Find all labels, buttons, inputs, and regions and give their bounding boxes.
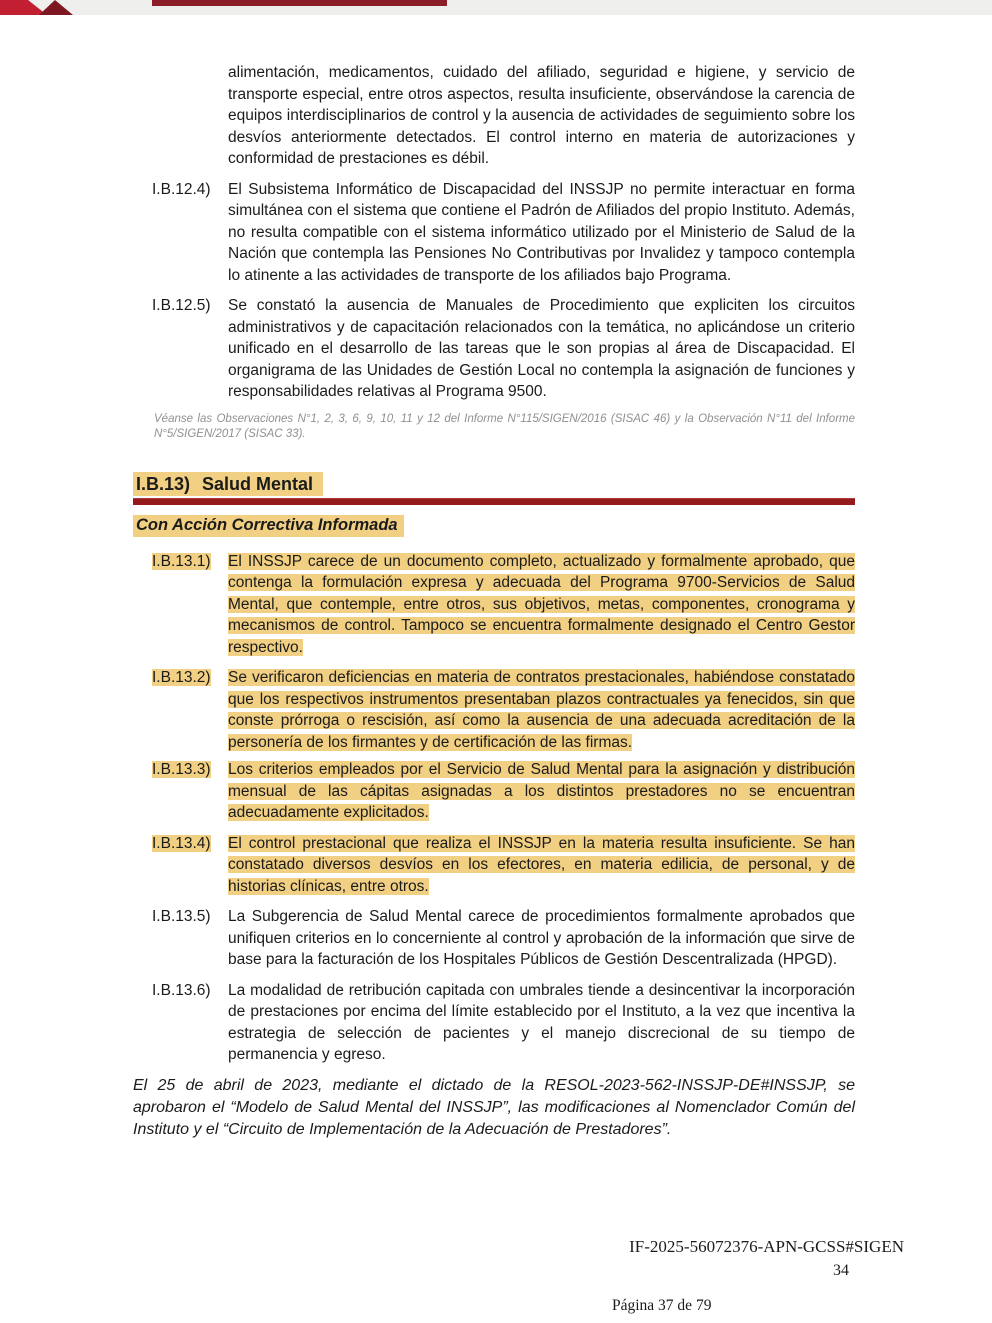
observation-label: I.B.13.5) [152,908,211,925]
observation-label: I.B.13.2) [152,669,211,686]
observation-ib-13-6 [152,980,855,1066]
section-title-text: Salud Mental [202,473,314,494]
if-record-code: IF-2025-56072376-APN-GCSS#SIGEN [629,1237,904,1256]
observation-text: Se constató la ausencia de Manuales de Procedimiento que expliciten los circuitos administrativos y de capacitación relacionados con la temática, no aplicándose un criterio unificado en el desarrollo de las tareas que le son propias al área de Discapacidad. El organigrama de las Unidades de Gestión Local no contempla la asignación de funciones y responsabilidades relativas al Programa 9500. [228,297,855,400]
paragraph-continuation: alimentación, medicamentos, cuidado del afiliado, seguridad e higiene, y servicio de transporte especial, entre otros aspectos, resulta insuficiente, observándose la carencia de equipos interdisciplinarios de control y la ausencia de actividades de seguimiento sobre los desvíos anteriormente detectados. El control interno en materia de autorizaciones y conformidad de prestaciones es débil. [228,64,855,167]
observation-ib-13-1 [152,551,855,659]
status-line [133,515,855,537]
status-label: Con Acción Correctiva Informada [133,515,404,537]
observation-text: El control prestacional que realiza el INSSJP en la materia resulta insuficiente. Se han constatado diversos desvíos en los efectores, en materia edilicia, de personal, y de historias clínicas, entre otros. [228,834,855,895]
closing-note: El 25 de abril de 2023, mediante el dictado de la RESOL-2023-562-INSSJP-DE#INSSJP, se aprobaron el “Modelo de Salud Mental del INSSJP”, las modificaciones al Nomenclador Común del Instituto y el “Circuito de Implementación de la Adecuación de Prestadores”. [133,1076,855,1138]
observation-ib-12-4 [152,179,855,287]
observation-label: I.B.13.3) [152,761,211,778]
observation-label: I.B.12.4) [152,180,211,198]
observation-text: Los criterios empleados por el Servicio de Salud Mental para la asignación y distribución mensual de las cápitas asignadas a los distintos prestadores no se encuentran adecuadamente explicitados. [228,761,855,821]
observation-text: Se verificaron deficiencias en materia de contratos prestacionales, habiéndose constatado que los respectivos instrumentos presentaban plazos contractuales ya fenecidos, sin que conste prórroga o rescisión, así como la ausencia de una adecuada acreditación de la personería de los firmantes y de certificación de las firmas. [228,669,855,751]
page-header-strip [0,0,992,15]
observation-ib-12-5 [152,295,855,403]
observation-ib-13-2 [152,667,855,753]
observation-text: La modalidad de retribución capitada con umbrales tiende a desincentivar la incorporación de prestaciones por encima del límite establecido por el Instituto, a la vez que incentiva la estrategia de selección de pacientes y el manejo discrecional de su tiempo de permanencia y egreso. [228,981,855,1063]
observation-ib-13-4 [152,833,855,898]
section-title [133,472,323,496]
reference-note: Véanse las Observaciones N°1, 2, 3, 6, 9, 10, 11 y 12 del Informe N°115/SIGEN/2016 (SISAC 46) y la Observación N°11 del Informe N°5/SIGEN/2017 (SISAC 33). [154,412,855,440]
page-pagination: Página 37 de 79 [612,1297,712,1314]
observation-label: I.B.13.1) [152,552,211,570]
document-body [0,62,992,1141]
observation-text: El Subsistema Informático de Discapacidad del INSSJP no permite interactuar en forma simultánea con el sistema que contiene el Padrón de Afiliados del propio Instituto. Además, no resulta compatible con el sistema informático utilizado por el Ministerio de Salud de la Nación que contempla las Pensiones No Contributivas por Invalidez y tampoco contempla lo atinente a las actividades de transporte de los afiliados bajo Programa. [228,180,855,284]
observation-label: I.B.13.4) [152,834,211,852]
section-title-label: I.B.13) [136,473,191,494]
observation-ib-13-5 [152,906,855,971]
observation-label: I.B.13.6) [152,981,211,999]
sheet-number: 34 [833,1262,849,1279]
section-rule [133,498,855,505]
sigen-logo-dark-triangle-icon [39,0,73,15]
observation-label: I.B.12.5) [152,297,211,314]
sigen-logo-red-triangle-icon [0,0,48,15]
observation-text: La Subgerencia de Salud Mental carece de procedimientos formalmente aprobados que unifiquen criterios en lo concerniente al control y aprobación de la información que sirve de base para la facturación de los Hospitales Públicos de Gestión Descentralizada (HPGD). [228,908,855,968]
header-red-bar [152,0,447,6]
section-heading-ib13 [133,472,855,505]
observation-text: El INSSJP carece de un documento completo, actualizado y formalmente aprobado, que contenga la formulación expresa y adecuada del Programa 9700-Servicios de Salud Mental, que contemple, entre otros, sus objetivos, metas, componentes, cronograma y mecanismos de control. Tampoco se encuentra formalmente designado el Centro Gestor respectivo. [228,552,855,656]
observation-ib-13-3 [152,759,855,824]
